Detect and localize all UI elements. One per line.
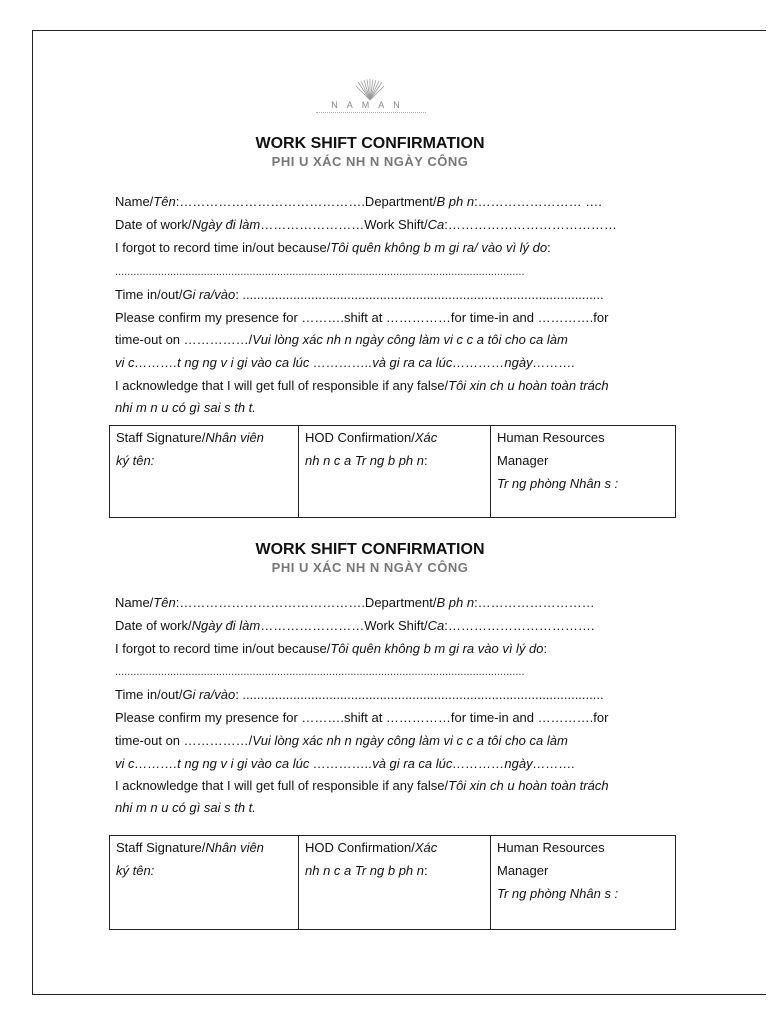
reason-dots-line: ...................................................................................................................................... bbox=[115, 666, 525, 678]
ack-line-2: nhi m n u có gì sai s th t. bbox=[115, 400, 256, 415]
forgot-line: I forgot to record time in/out because/Tôi quên không b m gi ra vào vì lý do: bbox=[115, 641, 548, 656]
date-line: Date of work/Ngày đi làm……………………Work Shift/Ca:……………………………. bbox=[115, 618, 595, 633]
forgot-line: I forgot to record time in/out because/Tôi quên không b m gi ra/ vào vì lý do: bbox=[115, 240, 551, 255]
time-line: Time in/out/Gi ra/vào: .................................................................................................... bbox=[115, 287, 604, 302]
naman-logo bbox=[310, 78, 430, 118]
hod-confirmation-cell[interactable]: HOD Confirmation/Xác nh n c a Tr ng b ph n: bbox=[299, 836, 491, 930]
hr-manager-cell[interactable]: Human Resources Manager Tr ng phòng Nhân s : bbox=[491, 836, 676, 930]
logo-tagline bbox=[316, 112, 426, 115]
confirm-line-1: Please confirm my presence for ……….shift at ……………for time-in and ………….for bbox=[115, 710, 609, 725]
palm-leaf-icon bbox=[310, 78, 430, 102]
form-title: WORK SHIFT CONFIRMATION bbox=[255, 541, 485, 558]
reason-dots-line: ...................................................................................................................................... bbox=[115, 266, 525, 278]
staff-signature-cell[interactable]: Staff Signature/Nhân viên ký tên: bbox=[110, 426, 299, 518]
date-line: Date of work/Ngày đi làm……………………Work Shift/Ca:………………………………… bbox=[115, 217, 617, 232]
time-line: Time in/out/Gi ra/vào: .................................................................................................... bbox=[115, 687, 604, 702]
staff-signature-cell[interactable]: Staff Signature/Nhân viên ký tên: bbox=[110, 836, 299, 930]
confirm-line-3: vi c……….t ng ng v i gi vào ca lúc …………..và gi ra ca lúc…………ngày………. bbox=[115, 355, 576, 370]
hr-manager-cell[interactable]: Human Resources Manager Tr ng phòng Nhân s : bbox=[491, 426, 676, 518]
form-subtitle: PHI U XÁC NH N NGÀY CÔNG bbox=[271, 560, 469, 575]
signature-table bbox=[109, 835, 676, 930]
name-line: Name/Tên:…………………………………….Department/B ph n:……………………… bbox=[115, 595, 595, 610]
form-title: WORK SHIFT CONFIRMATION bbox=[255, 135, 485, 152]
name-line: Name/Tên:…………………………………….Department/B ph n:…………………… …. bbox=[115, 194, 602, 209]
confirm-line-1: Please confirm my presence for ……….shift at ……………for time-in and ………….for bbox=[115, 310, 609, 325]
form-subtitle: PHI U XÁC NH N NGÀY CÔNG bbox=[271, 154, 469, 169]
logo-wordmark: NAMAN bbox=[331, 100, 409, 110]
ack-line-2: nhi m n u có gì sai s th t. bbox=[115, 800, 256, 815]
confirm-line-3: vi c……….t ng ng v i gi vào ca lúc …………..và gi ra ca lúc…………ngày………. bbox=[115, 756, 576, 771]
ack-line: I acknowledge that I will get full of responsible if any false/Tôi xin ch u hoàn toàn trách bbox=[115, 378, 609, 393]
signature-table bbox=[109, 425, 676, 518]
ack-line: I acknowledge that I will get full of responsible if any false/Tôi xin ch u hoàn toàn trách bbox=[115, 778, 609, 793]
confirm-line-2: time-out on ……………/Vui lòng xác nh n ngày công làm vi c c a tôi cho ca làm bbox=[115, 733, 568, 748]
confirm-line-2: time-out on ……………/Vui lòng xác nh n ngày công làm vi c c a tôi cho ca làm bbox=[115, 332, 568, 347]
hod-confirmation-cell[interactable]: HOD Confirmation/Xác nh n c a Tr ng b ph n: bbox=[299, 426, 491, 518]
